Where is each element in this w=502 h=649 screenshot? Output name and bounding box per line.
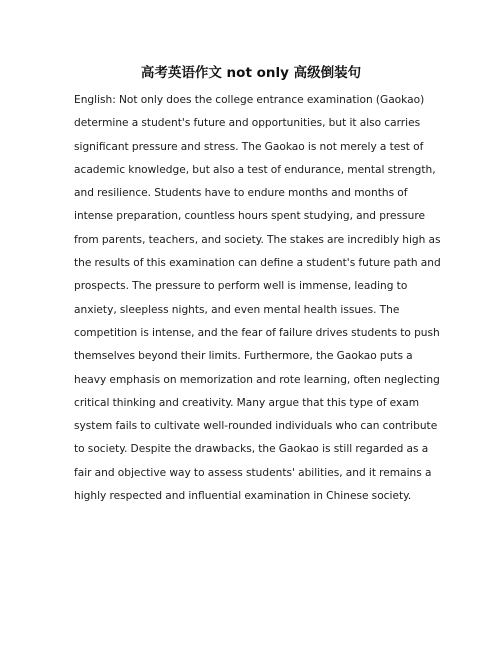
body-line: competition is intense, and the fear of failure drives students to push (74, 326, 440, 339)
body-line: critical thinking and creativity. Many argue that this type of exam (74, 396, 420, 409)
body-line: system fails to cultivate well-rounded individuals who can contribute (74, 420, 438, 433)
body-line: determine a student's future and opportunities, but it also carries (74, 117, 421, 130)
body-line: to society. Despite the drawbacks, the Gaokao is still regarded as a (74, 443, 429, 456)
document-title: 高考英语作文 not only 高级倒装句 (140, 65, 362, 81)
body-line: English: Not only does the college entrance examination (Gaokao) (74, 94, 425, 106)
body-line: prospects. The pressure to perform well is immense, leading to (74, 280, 408, 293)
body-line: themselves beyond their limits. Furthermore, the Gaokao puts a (74, 350, 413, 363)
body-line: intense preparation, countless hours spent studying, and pressure (74, 210, 425, 223)
body-line: highly respected and influential examination in Chinese society. (74, 490, 412, 503)
body-line: from parents, teachers, and society. The stakes are incredibly high as (74, 233, 441, 246)
body-line: academic knowledge, but also a test of endurance, mental strength, (74, 163, 436, 176)
document-body (74, 89, 441, 508)
body-line: significant pressure and stress. The Gaokao is not merely a test of (74, 140, 424, 153)
body-line: fair and objective way to assess students' abilities, and it remains a (74, 466, 432, 479)
body-line: heavy emphasis on memorization and rote learning, often neglecting (74, 373, 440, 386)
body-line: anxiety, sleepless nights, and even mental health issues. The (74, 303, 400, 316)
body-line: and resilience. Students have to endure months and months of (74, 187, 408, 200)
body-line: the results of this examination can define a student's future path and (74, 257, 441, 270)
